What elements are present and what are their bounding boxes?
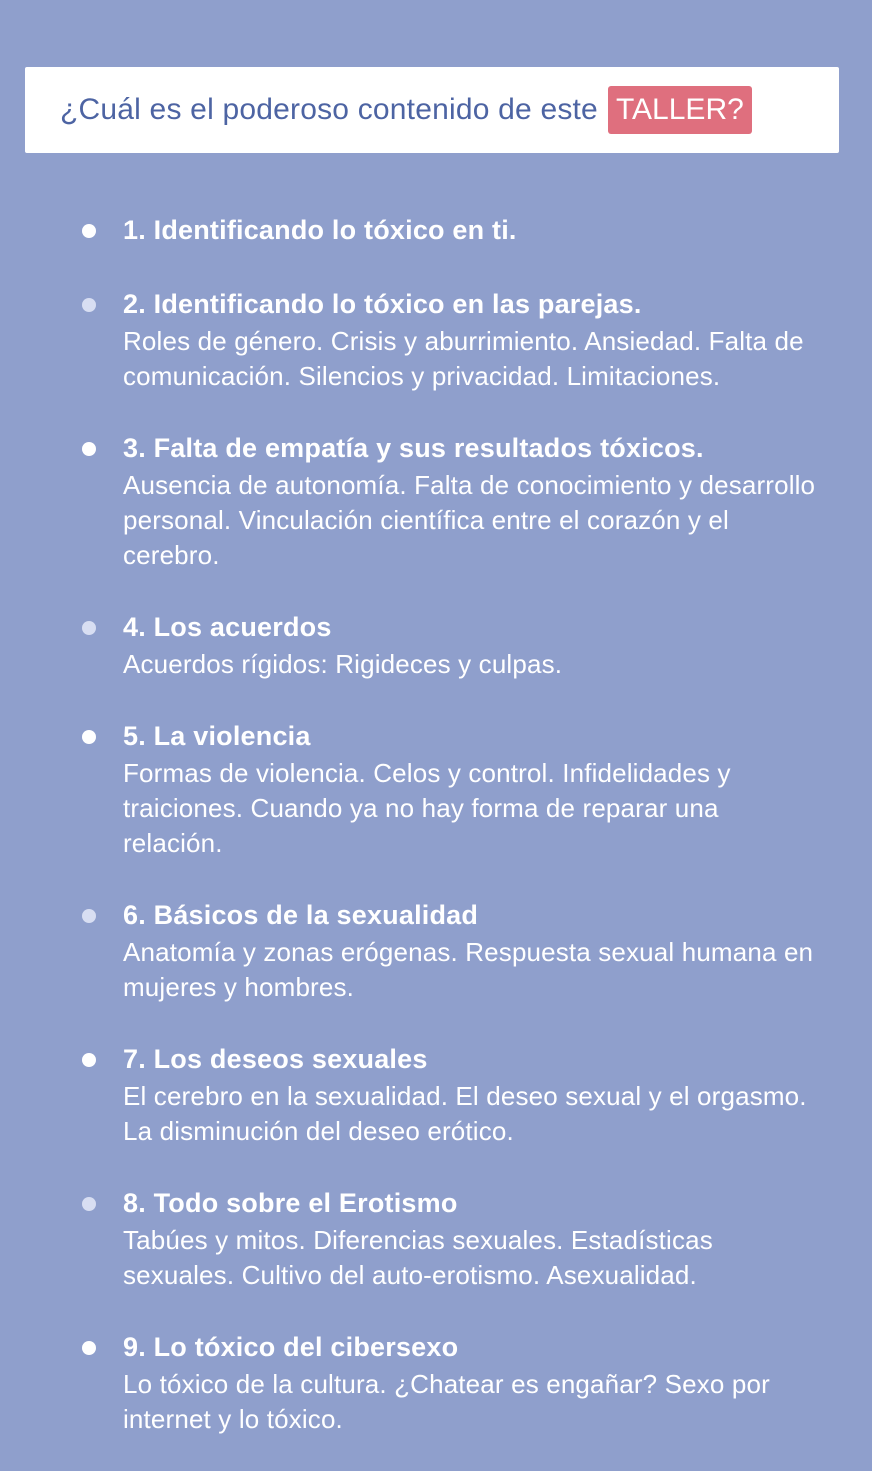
list-item	[0, 895, 872, 1005]
header-card	[25, 67, 839, 153]
topic-description: Acuerdos rígidos: Rigideces y culpas.	[123, 649, 563, 679]
bullet-icon	[82, 621, 96, 635]
topic-description: Ausencia de autonomía. Falta de conocimiento y desarrollo personal. Vinculación científica entre el corazón y el cerebro.	[123, 470, 816, 570]
topic-content	[123, 1183, 823, 1293]
topic-description: Formas de violencia. Celos y control. Infidelidades y traiciones. Cuando ya no hay forma de reparar una relación.	[123, 758, 731, 858]
topic-content	[123, 895, 823, 1005]
list-item	[0, 1039, 872, 1149]
list-item	[0, 284, 872, 394]
topic-content	[123, 1327, 823, 1437]
topic-content	[123, 1039, 823, 1149]
bullet-icon	[82, 442, 96, 456]
header-question: ¿Cuál es el poderoso contenido de este	[60, 93, 598, 126]
topic-title: 9. Lo tóxico del cibersexo	[123, 1332, 459, 1362]
list-item	[0, 716, 872, 861]
topic-description: Anatomía y zonas erógenas. Respuesta sexual humana en mujeres y hombres.	[123, 937, 814, 1002]
topic-title: 4. Los acuerdos	[123, 612, 332, 642]
bullet-icon	[82, 1341, 96, 1355]
list-item	[0, 607, 872, 682]
topic-content	[123, 210, 823, 250]
topic-title: 5. La violencia	[123, 721, 311, 751]
topic-description: Roles de género. Crisis y aburrimiento. Ansiedad. Falta de comunicación. Silencios y privacidad. Limitaciones.	[123, 326, 804, 391]
bullet-icon	[82, 1197, 96, 1211]
topic-content	[123, 716, 823, 861]
bullet-icon	[82, 730, 96, 744]
list-item	[0, 210, 872, 250]
topic-title: 1. Identificando lo tóxico en ti.	[123, 215, 517, 245]
topic-description: Tabúes y mitos. Diferencias sexuales. Estadísticas sexuales. Cultivo del auto-erotismo. Asexualidad.	[123, 1225, 713, 1290]
topic-content	[123, 428, 823, 573]
list-item	[0, 1183, 872, 1293]
topic-content	[123, 607, 823, 682]
topic-description: Lo tóxico de la cultura. ¿Chatear es engañar? Sexo por internet y lo tóxico.	[123, 1369, 770, 1434]
bullet-icon	[82, 909, 96, 923]
list-item	[0, 428, 872, 573]
taller-badge: TALLER?	[608, 86, 752, 134]
topic-description: El cerebro en la sexualidad. El deseo sexual y el orgasmo. La disminución del deseo erótico.	[123, 1081, 807, 1146]
topic-title: 2. Identificando lo tóxico en las parejas.	[123, 289, 642, 319]
topics-list	[0, 210, 872, 1471]
topic-title: 7. Los deseos sexuales	[123, 1044, 428, 1074]
bullet-icon	[82, 298, 96, 312]
topic-title: 8. Todo sobre el Erotismo	[123, 1188, 458, 1218]
topic-content	[123, 284, 823, 394]
bullet-icon	[82, 1053, 96, 1067]
topic-title: 3. Falta de empatía y sus resultados tóxicos.	[123, 433, 704, 463]
list-item	[0, 1327, 872, 1437]
bullet-icon	[82, 224, 96, 238]
topic-title: 6. Básicos de la sexualidad	[123, 900, 479, 930]
